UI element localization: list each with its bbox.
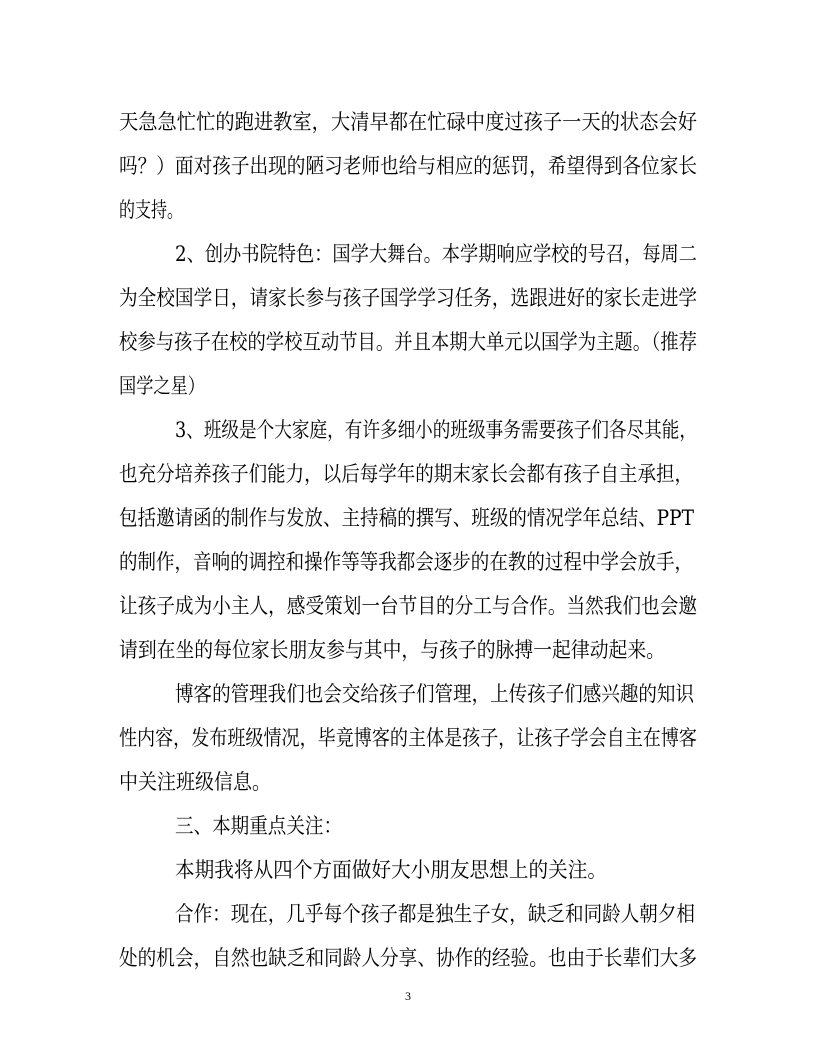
section-heading: 三、本期重点关注：: [175, 814, 342, 838]
paragraph-line: 天急急忙忙的跑进教室，大清早都在忙碌中度过孩子一天的状态会好: [119, 110, 697, 134]
paragraph-line: 国学之星）: [119, 374, 205, 398]
page-number: 3: [405, 989, 411, 1003]
paragraph-line: 的制作，音响的调控和操作等等我都会逐步的在教的过程中学会放手，: [119, 550, 693, 574]
paragraph-line: 吗？）面对孩子出现的陋习老师也给与相应的惩罚，希望得到各位家长: [119, 154, 697, 178]
paragraph-line: 合作：现在，几乎每个孩子都是独生子女，缺乏和同龄人朝夕相: [175, 902, 695, 926]
paragraph-line: 让孩子成为小主人，感受策划一台节目的分工与合作。当然我们也会邀: [119, 594, 697, 618]
paragraph-line: 本期我将从四个方面做好大小朋友思想上的关注。: [175, 858, 607, 882]
paragraph-line: 中关注班级信息。: [119, 770, 271, 794]
paragraph-line: 博客的管理我们也会交给孩子们管理，上传孩子们感兴趣的知识: [175, 682, 694, 706]
paragraph-line: 包括邀请函的制作与发放、主持稿的撰写、班级的情况学年总结、PPT: [119, 506, 694, 530]
paragraph-line: 校参与孩子在校的学校互动节目。并且本期大单元以国学为主题。（推荐: [119, 330, 697, 354]
paragraph-line: 也充分培养孩子们能力，以后每学年的期末家长会都有孩子自主承担，: [119, 462, 693, 486]
paragraph-line: 2、创办书院特色：国学大舞台。本学期响应学校的号召，每周二: [175, 242, 697, 266]
paragraph-line: 为全校国学日，请家长参与孩子国学学习任务，选跟进好的家长走进学: [119, 286, 697, 310]
paragraph-line: 性内容，发布班级情况，毕竟博客的主体是孩子，让孩子学会自主在博客: [119, 726, 697, 750]
paragraph-line: 处的机会，自然也缺乏和同龄人分享、协作的经验。也由于长辈们大多: [119, 946, 697, 970]
paragraph-line: 的支持。: [119, 198, 183, 222]
paragraph-line: 3、班级是个大家庭，有许多细小的班级事务需要孩子们各尽其能，: [175, 418, 697, 442]
paragraph-line: 请到在坐的每位家长朋友参与其中，与孩子的脉搏一起律动起来。: [119, 638, 665, 662]
